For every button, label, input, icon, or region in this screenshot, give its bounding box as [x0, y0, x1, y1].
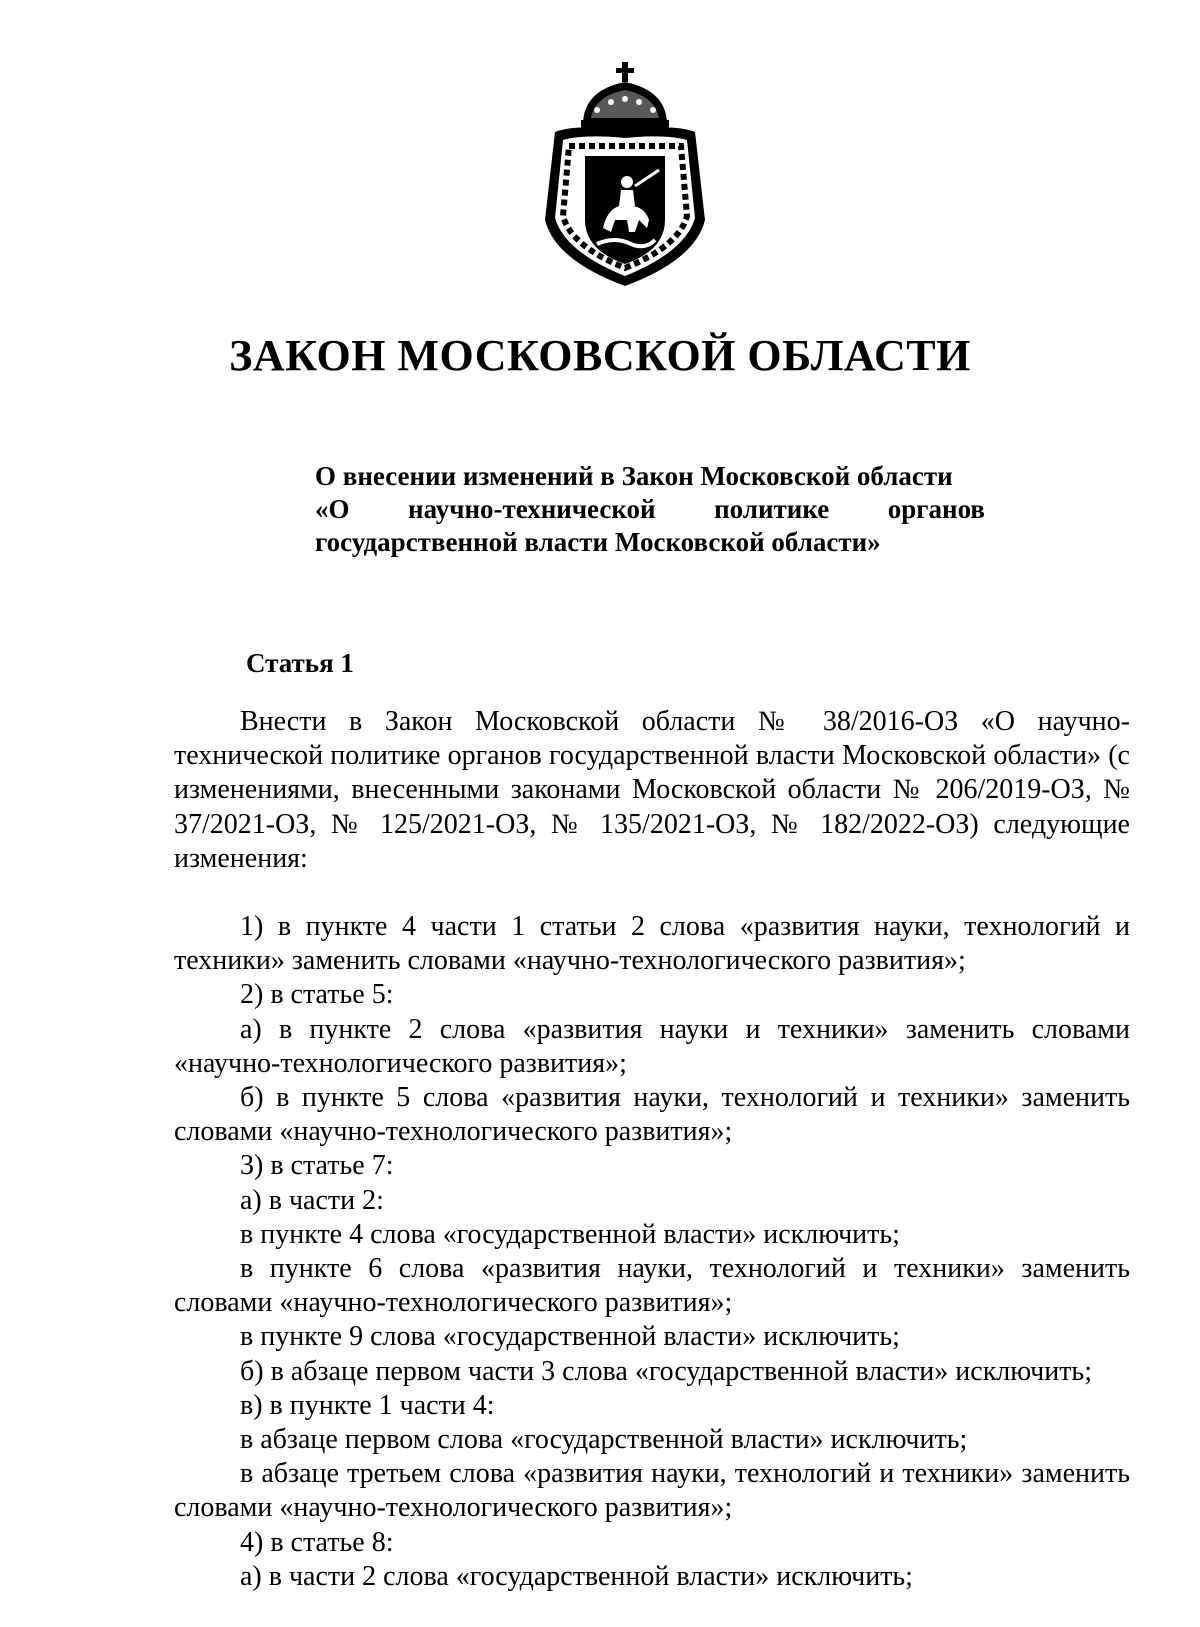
body-paragraph: а) в части 2: — [240, 1184, 384, 1216]
subtitle-line: «О научно-технической политике органов — [315, 494, 985, 524]
body-paragraph: 4) в статье 8: — [240, 1526, 394, 1558]
body-paragraph: в пункте 9 слова «государственной власти» исключить; — [240, 1321, 900, 1353]
body-paragraph: Внести в Закон Московской области № 38/2016-ОЗ «О научно-технической политике органов государственной власти Московской области» (с изменениями, внесенными законами Московской области № 206/2019-ОЗ, № 37/2021-ОЗ, № 125/2021-ОЗ, № 135/2021-ОЗ, № 182/2022-ОЗ) следующие изменения: — [174, 706, 1130, 874]
subtitle-line: О внесении изменений в Закон Московской области — [315, 461, 953, 491]
body-paragraph: 1) в пункте 4 части 1 статьи 2 слова «развития науки, технологий и техники» заменить словами «научно-технологического развития»; — [174, 911, 1130, 977]
body-paragraph: б) в абзаце первом части 3 слова «государственной власти» исключить; — [240, 1355, 1092, 1387]
body-paragraph: в абзаце первом слова «государственной власти» исключить; — [240, 1424, 968, 1456]
body-paragraph: а) в части 2 слова «государственной власти» исключить; — [240, 1560, 913, 1592]
moscow-oblast-coat-of-arms-icon — [535, 60, 715, 290]
body-paragraph: б) в пункте 5 слова «развития науки, технологий и техники» заменить словами «научно-технологического развития»; — [174, 1082, 1130, 1148]
subtitle-line: государственной власти Московской области» — [315, 527, 881, 557]
body-paragraph: в абзаце третьем слова «развития науки, технологий и техники» заменить словами «научно-технологического развития»; — [174, 1458, 1130, 1524]
body-paragraph: а) в пункте 2 слова «развития науки и техники» заменить словами «научно-технологического развития»; — [174, 1013, 1130, 1079]
body-paragraph: 2) в статье 5: — [240, 979, 394, 1011]
document-title: ЗАКОН МОСКОВСКОЙ ОБЛАСТИ — [229, 331, 971, 380]
article-heading: Статья 1 — [246, 648, 354, 678]
article-body — [174, 705, 1130, 1594]
body-paragraph: в) в пункте 1 части 4: — [240, 1389, 495, 1421]
document-subtitle — [315, 460, 985, 559]
body-paragraph: в пункте 6 слова «развития науки, технологий и техники» заменить словами «научно-технологического развития»; — [174, 1253, 1130, 1319]
body-paragraph: 3) в статье 7: — [240, 1150, 394, 1182]
body-paragraph: в пункте 4 слова «государственной власти» исключить; — [240, 1218, 900, 1250]
